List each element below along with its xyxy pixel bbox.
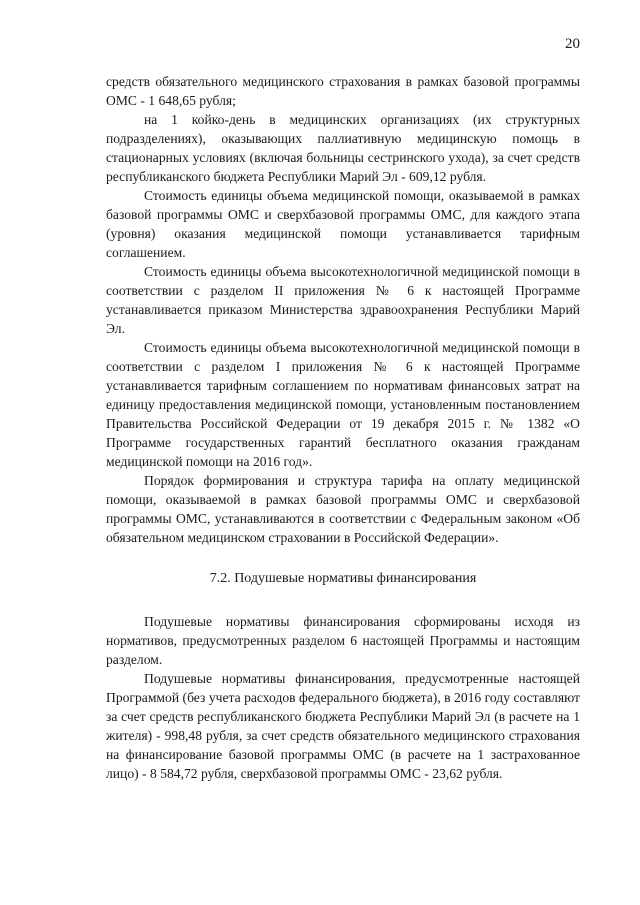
paragraph-per-capita-values: Подушевые нормативы финансирования, предусмотренные настоящей Программой (без учета расходов федерального бюджета), в 2016 году составляют за счет средств республиканского бюджета Республики Марий Эл (в расчете на 1 жителя) - 998,48 рубля, за счет средств обязательного медицинского страхования на финансирование базовой программы ОМС (в расчете на 1 застрахованное лицо) - 8 584,72 рубля, сверхбазовой программы ОМС - 23,62 рубля.: [106, 671, 580, 781]
paragraph-per-capita-basis: Подушевые нормативы финансирования сформированы исходя из нормативов, предусмотренных разделом 6 настоящей Программы и настоящим разделом.: [106, 614, 580, 667]
paragraph-htmc-section-2: Стоимость единицы объема высокотехнологичной медицинской помощи в соответствии с разделом II приложения № 6 к настоящей Программе устанавливается приказом Министерства здравоохранения Республики Марий Эл.: [106, 264, 580, 336]
paragraph-palliative-rate: на 1 койко-день в медицинских организациях (их структурных подразделениях), оказывающих паллиативную медицинскую помощь в стационарных условиях (включая больницы сестринского ухода), за счет средств республиканского бюджета Республики Марий Эл - 609,12 рубля.: [106, 112, 580, 184]
page-number: 20: [565, 36, 580, 52]
paragraph-unit-cost-tariff: Стоимость единицы объема медицинской помощи, оказываемой в рамках базовой программы ОМС и сверхбазовой программы ОМС, для каждого этапа (уровня) оказания медицинской помощи устанавливается тарифным соглашением.: [106, 188, 580, 260]
paragraph-htmc-section-1: Стоимость единицы объема высокотехнологичной медицинской помощи в соответствии с разделом I приложения № 6 к настоящей Программе устанавливается тарифным соглашением по нормативам финансовых затрат на единицу предоставления медицинской помощи, установленным постановлением Правительства Российской Федерации от 19 декабря 2015 г. № 1382 «О Программе государственных гарантий бесплатного оказания гражданам медицинской помощи на 2016 год».: [106, 340, 580, 469]
document-body: [106, 72, 580, 783]
section-heading: 7.2. Подушевые нормативы финансирования: [209, 571, 477, 586]
paragraph-continuation: средств обязательного медицинского страхования в рамках базовой программы ОМС - 1 648,65 рубля;: [106, 74, 580, 108]
paragraph-tariff-structure: Порядок формирования и структура тарифа на оплату медицинской помощи, оказываемой в рамках базовой программы ОМС и сверхбазовой программы ОМС, устанавливаются в соответствии с Федеральным законом «Об обязательном медицинском страховании в Российской Федерации».: [106, 473, 580, 545]
